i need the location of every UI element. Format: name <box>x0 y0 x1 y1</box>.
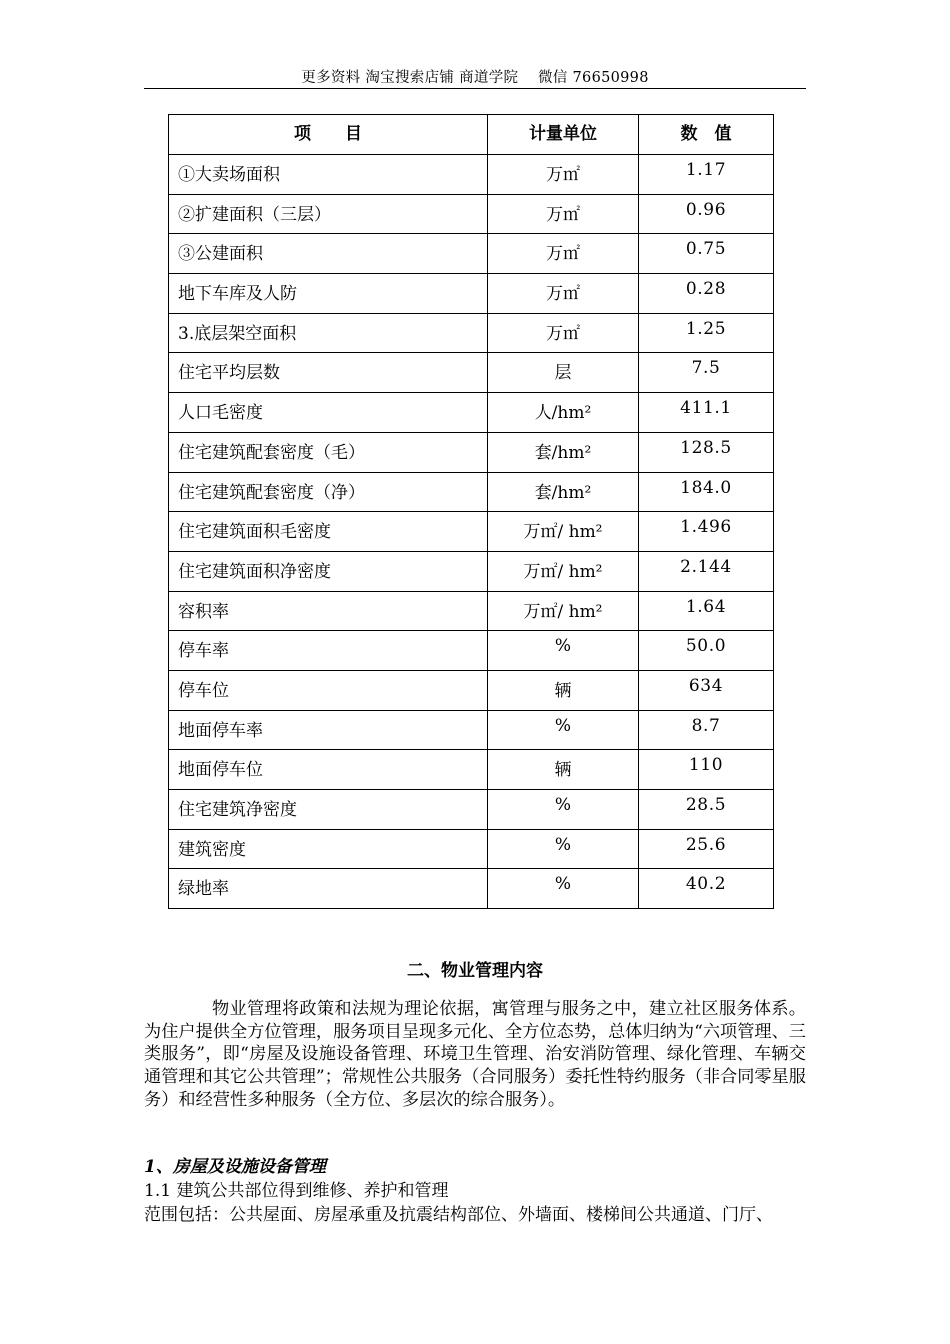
table-row <box>169 551 774 591</box>
value-cell: 1.64 <box>639 591 774 631</box>
unit-cell: % <box>488 631 639 671</box>
item-cell: 建筑密度 <box>169 829 488 869</box>
value-cell: 28.5 <box>639 790 774 830</box>
table-body <box>169 155 774 909</box>
item-cell: 住宅建筑配套密度（净） <box>169 472 488 512</box>
table-row <box>169 631 774 671</box>
unit-cell: 万㎡ <box>488 274 639 314</box>
item-cell: ②扩建面积（三层） <box>169 194 488 234</box>
unit-cell: % <box>488 710 639 750</box>
table-row <box>169 829 774 869</box>
column-header-item: 项 目 <box>169 115 488 155</box>
value-cell: 1.17 <box>639 155 774 195</box>
table-row <box>169 750 774 790</box>
table-header-row <box>169 115 774 155</box>
value-cell: 110 <box>639 750 774 790</box>
indicator-table <box>168 114 774 909</box>
header-rule <box>144 88 806 89</box>
item-cell: 停车位 <box>169 670 488 710</box>
value-cell: 25.6 <box>639 829 774 869</box>
value-cell: 634 <box>639 670 774 710</box>
table-row <box>169 194 774 234</box>
scope-line: 范围包括：公共屋面、房屋承重及抗震结构部位、外墙面、楼梯间公共通道、门厅、 <box>144 1205 773 1225</box>
column-header-unit: 计量单位 <box>488 115 639 155</box>
unit-cell: 万㎡ <box>488 155 639 195</box>
unit-cell: % <box>488 869 639 909</box>
table-row <box>169 790 774 830</box>
value-cell: 1.25 <box>639 313 774 353</box>
unit-cell: 万㎡ <box>488 313 639 353</box>
unit-cell: 万㎡/ hm² <box>488 591 639 631</box>
item-cell: 停车率 <box>169 631 488 671</box>
item-cell: 3.底层架空面积 <box>169 313 488 353</box>
item-cell: 地下车库及人防 <box>169 274 488 314</box>
unit-cell: 万㎡/ hm² <box>488 551 639 591</box>
item-cell: 住宅建筑净密度 <box>169 790 488 830</box>
unit-cell: 辆 <box>488 670 639 710</box>
unit-cell: 套/hm² <box>488 472 639 512</box>
value-cell: 0.96 <box>639 194 774 234</box>
subsection-line: 1.1 建筑公共部位得到维修、养护和管理 <box>144 1181 449 1201</box>
table-row <box>169 393 774 433</box>
item-cell: 容积率 <box>169 591 488 631</box>
item-cell: 人口毛密度 <box>169 393 488 433</box>
table-row <box>169 472 774 512</box>
item-cell: 住宅建筑面积毛密度 <box>169 512 488 552</box>
item-cell: 绿地率 <box>169 869 488 909</box>
value-cell: 411.1 <box>639 393 774 433</box>
item-cell: 住宅平均层数 <box>169 353 488 393</box>
table-row <box>169 155 774 195</box>
item-cell: 住宅建筑配套密度（毛） <box>169 432 488 472</box>
table-row <box>169 353 774 393</box>
unit-cell: 万㎡/ hm² <box>488 512 639 552</box>
item-cell: ③公建面积 <box>169 234 488 274</box>
unit-cell: % <box>488 829 639 869</box>
value-cell: 7.5 <box>639 353 774 393</box>
subheading: 1、房屋及设施设备管理 <box>144 1157 326 1177</box>
value-cell: 1.496 <box>639 512 774 552</box>
value-cell: 0.75 <box>639 234 774 274</box>
table-row <box>169 432 774 472</box>
body-paragraph: 物业管理将政策和法规为理论依据，寓管理与服务之中，建立社区服务体系。为住户提供全方位管理，服务项目呈现多元化、全方位态势，总体归纳为“六项管理、三类服务”，即“房屋及设施设备管理、环境卫生管理、治安消防管理、绿化管理、车辆交通管理和其它公共管理”；常规性公共服务（合同服务）委托性特约服务（非合同零星服务）和经营性多种服务（全方位、多层次的综合服务）。 <box>144 999 806 1110</box>
page-header: 更多资料 淘宝搜索店铺 商道学院 微信 76650998 <box>301 70 649 86</box>
value-cell: 50.0 <box>639 631 774 671</box>
table-row <box>169 670 774 710</box>
column-header-value: 数 值 <box>639 115 774 155</box>
value-cell: 184.0 <box>639 472 774 512</box>
unit-cell: 层 <box>488 353 639 393</box>
unit-cell: 辆 <box>488 750 639 790</box>
table-row <box>169 710 774 750</box>
item-cell: ①大卖场面积 <box>169 155 488 195</box>
value-cell: 0.28 <box>639 274 774 314</box>
value-cell: 2.144 <box>639 551 774 591</box>
item-cell: 住宅建筑面积净密度 <box>169 551 488 591</box>
unit-cell: 万㎡ <box>488 234 639 274</box>
unit-cell: 人/hm² <box>488 393 639 433</box>
table-row <box>169 234 774 274</box>
table-row <box>169 274 774 314</box>
value-cell: 8.7 <box>639 710 774 750</box>
unit-cell: 套/hm² <box>488 432 639 472</box>
section-title: 二、物业管理内容 <box>407 961 543 981</box>
unit-cell: 万㎡ <box>488 194 639 234</box>
value-cell: 128.5 <box>639 432 774 472</box>
item-cell: 地面停车率 <box>169 710 488 750</box>
table-row <box>169 313 774 353</box>
unit-cell: % <box>488 790 639 830</box>
table-row <box>169 591 774 631</box>
item-cell: 地面停车位 <box>169 750 488 790</box>
table-row <box>169 512 774 552</box>
value-cell: 40.2 <box>639 869 774 909</box>
table-row <box>169 869 774 909</box>
